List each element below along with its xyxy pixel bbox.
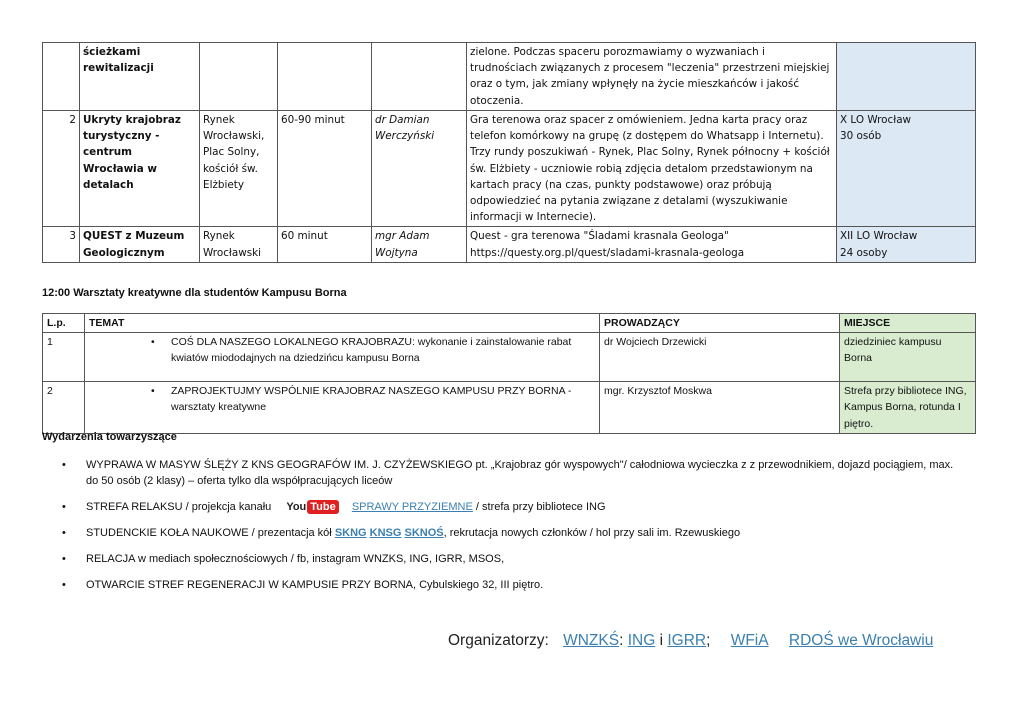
activities-table (42, 42, 976, 263)
event-text: STREFA RELAKSU / projekcja kanału (86, 501, 272, 513)
activity-leader: dr Damian Werczyński (372, 111, 467, 227)
row-number (43, 43, 80, 111)
table-row (43, 227, 976, 262)
workshop-topic (85, 382, 600, 434)
youtube-tube: Tube (307, 500, 338, 514)
activity-title: ścieżkami rewitalizacji (80, 43, 200, 111)
event-text: WYPRAWA W MASYW ŚLĘŻY Z KNS GEOGRAFÓW IM. J. CZYŻEWSKIEGO pt. „Krajobraz gór wyspowych"/ całodniowa wycieczka z z przewodnikiem, dojazd pociągiem, max. do 50 osób (2 klasy) – oferta tylko dla współpracujących liceów (86, 459, 954, 487)
list-item (62, 499, 962, 515)
workshop-topic-text: COŚ DLA NASZEGO LOKALNEGO KRAJOBRAZU: wykonanie i zainstalowanie rabat kwiatów miododajnych na dziedzińcu kampusu Borna (171, 336, 572, 365)
event-text: , rekrutacja nowych członków / hol przy sali im. Rzewuskiego (443, 527, 741, 540)
workshop-place: dziedziniec kampusu Borna (840, 333, 976, 382)
list-item (62, 457, 962, 489)
event-text: OTWARCIE STREF REGENERACJI W KAMPUSIE PRZY BORNA, Cybulskiego 32, III piętro. (86, 579, 544, 592)
activity-time (278, 43, 372, 111)
activity-time: 60 minut (278, 227, 372, 262)
table-row (43, 43, 976, 111)
row-number: 2 (43, 111, 80, 227)
separator: : (619, 632, 624, 649)
activity-description: Gra terenowa oraz spacer z omówieniem. Jedna karta pracy oraz telefon komórkowy na grupę (z dostępem do Whatsapp i Internetu). Trzy rundy poszukiwań - Rynek, Plac Solny, Rynek północny + kościół św. Elżbiety - uczniowie robią zdjęcia detalom przedstawionym na kartach pracy (na czas, punkty podstawowe) oraz próbują odpowiedzieć na pytania związane z detalami (wyszukiwanie informacji w Internecie). (467, 111, 837, 227)
table-row (43, 333, 976, 382)
wfia-link[interactable]: WFiA (730, 632, 769, 649)
sknos-link[interactable]: SKNOŚ (404, 527, 444, 540)
workshop-lp: 1 (43, 333, 85, 382)
list-item (62, 525, 962, 541)
bullet: • (62, 579, 66, 592)
skng-link[interactable]: SKNG (334, 527, 367, 540)
knsg-link[interactable]: KNSG (369, 527, 402, 540)
event-text: / strefa przy bibliotece ING (472, 501, 606, 513)
school-name: X LO Wrocław (840, 114, 912, 126)
list-item (62, 577, 962, 593)
activity-school (837, 227, 976, 262)
bullet: • (62, 527, 66, 540)
table-row (43, 111, 976, 227)
wnzks-link[interactable]: WNZKŚ (563, 632, 620, 649)
table-header-row (43, 314, 976, 333)
workshop-topic-text: ZAPROJEKTUJMY WSPÓLNIE KRAJOBRAZ NASZEGO KAMPUSU PRZY BORNA - warsztaty kreatywne (171, 385, 572, 414)
bullet: • (151, 385, 155, 398)
participant-count: 24 osoby (840, 246, 888, 259)
workshops-table (42, 313, 976, 434)
row-number: 3 (43, 227, 80, 262)
workshop-leader: dr Wojciech Drzewicki (600, 333, 840, 382)
event-text: RELACJA w mediach społecznościowych / fb, instagram WNZKS, ING, IGRR, MSOS, (86, 553, 505, 566)
bullet: • (151, 336, 155, 349)
list-item (62, 551, 962, 567)
header-topic: TEMAT (85, 314, 600, 333)
activity-time: 60-90 minut (278, 111, 372, 227)
activity-description: zielone. Podczas spaceru porozmawiamy o wyzwaniach i trudnościach związanych z procesem "leczenia" przestrzeni miejskiej oraz o tym, jak zmiany wpłynęły na życie mieszkańców i jakość otoczenia. (467, 43, 837, 111)
ing-link[interactable]: ING (627, 632, 656, 649)
igrr-link[interactable]: IGRR (667, 632, 707, 649)
events-title: Wydarzenia towarzyszące (42, 431, 177, 443)
activity-title: QUEST z Muzeum Geologicznym (80, 227, 200, 262)
activity-school (837, 111, 976, 227)
activity-place: Rynek Wrocławski (200, 227, 278, 262)
youtube-you: You (286, 501, 307, 514)
activity-leader (372, 43, 467, 111)
organizers-label: Organizatorzy: (448, 632, 549, 649)
events-list (62, 457, 962, 593)
sprawy-przyziemne-link[interactable]: SPRAWY PRZYZIEMNE (351, 501, 473, 513)
participant-count: 30 osób (840, 130, 882, 143)
activity-place: Rynek Wrocławski, Plac Solny, kościół św. Elżbiety (200, 111, 278, 227)
workshops-heading: 12:00 Warsztaty kreatywne dla studentów Kampusu Borna (42, 287, 347, 299)
header-place: MIEJSCE (840, 314, 976, 333)
workshop-topic (85, 333, 600, 382)
bullet: • (62, 553, 66, 566)
school-name: XII LO Wrocław (840, 230, 918, 243)
separator: ; (706, 632, 711, 649)
header-leader: PROWADZĄCY (600, 314, 840, 333)
event-text: STUDENCKIE KOŁA NAUKOWE / prezentacja kół (86, 527, 335, 540)
bullet: • (62, 501, 66, 513)
table-row (43, 382, 976, 434)
workshop-place: Strefa przy bibliotece ING, Kampus Borna, rotunda I piętro. (840, 382, 976, 434)
workshop-leader: mgr. Krzysztof Moskwa (600, 382, 840, 434)
activity-school (837, 43, 976, 111)
activity-title: Ukryty krajobraz turystyczny - centrum Wrocławia w detalach (80, 111, 200, 227)
activity-description: Quest - gra terenowa "Śladami krasnala Geologa" https://questy.org.pl/quest/sladami-krasnala-geologa (467, 227, 837, 262)
activity-leader: mgr Adam Wojtyna (372, 227, 467, 262)
activity-place (200, 43, 278, 111)
rdos-link[interactable]: RDOŚ we Wrocławiu (788, 632, 934, 649)
youtube-logo-icon (286, 499, 338, 515)
separator: i (655, 632, 668, 649)
organizers (448, 632, 933, 650)
bullet: • (62, 459, 66, 471)
workshop-lp: 2 (43, 382, 85, 434)
header-lp: L.p. (43, 314, 85, 333)
